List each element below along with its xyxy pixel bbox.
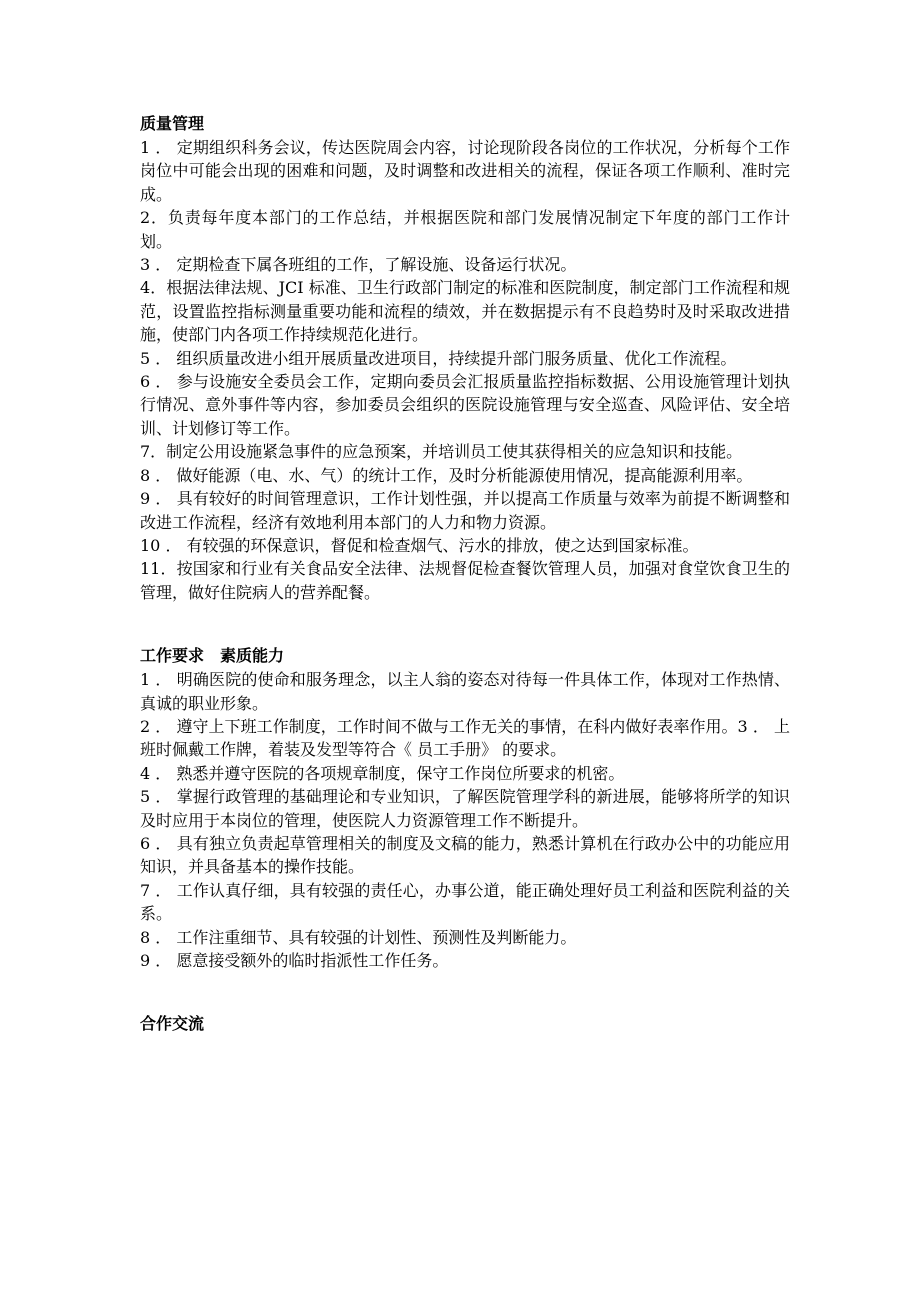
list-item: 9 ． 愿意接受额外的临时指派性工作任务。 — [140, 951, 449, 970]
list-item: 2 ． 遵守上下班工作制度，工作时间不做与工作无关的事情，在科内做好表率作用。3 ． 上班时佩戴工作牌，着装及发型等符合《 员工手册》 的要求。 — [140, 716, 790, 760]
list-item: 7 ． 工作认真仔细，具有较强的责任心，办事公道，能正确处理好员工利益和医院利益的关系。 — [140, 880, 790, 924]
section-spacer — [140, 972, 790, 1012]
list-item: 8 ． 工作注重细节、具有较强的计划性、预测性及判断能力。 — [140, 927, 577, 947]
list-item: 9 ． 具有较好的时间管理意识，工作计划性强，并以提高工作质量与效率为前提不断调整和改进工作流程，经济有效地利用本部门的人力和物力资源。 — [140, 489, 790, 532]
list-item: 11．按国家和行业有关食品安全法律、法规督促检查餐饮管理人员，加强对食堂饮食卫生的管理，做好住院病人的营养配餐。 — [140, 559, 790, 602]
list-item: 4．根据法律法规、JCI 标准、卫生行政部门制定的标准和医院制度，制定部门工作流程和规范，设置监控指标测量重要功能和流程的绩效，并在数据提示有不良趋势时及时采取改进措施，使部门内各项工作持续规范化进行。 — [140, 278, 790, 345]
section-cooperation — [140, 1012, 790, 1036]
list-item: 3 ． 定期检查下属各班组的工作，了解设施、设备运行状况。 — [140, 255, 577, 275]
document-page — [140, 112, 790, 1036]
list-item: 1 ． 明确医院的使命和服务理念，以主人翁的姿态对待每一件具体工作，体现对工作热情、真诚的职业形象。 — [140, 670, 790, 713]
list-item: 4 ． 熟悉并遵守医院的各项规章制度，保守工作岗位所要求的机密。 — [140, 763, 625, 783]
section-spacer — [140, 604, 790, 644]
list-item: 6 ． 具有独立负责起草管理相关的制度及文稿的能力，熟悉计算机在行政办公中的功能应用知识，并具备基本的操作技能。 — [140, 833, 790, 877]
section-quality-management — [140, 112, 790, 604]
list-item: 5 ． 掌握行政管理的基础理论和专业知识，了解医院管理学科的新进展，能够将所学的知识及时应用于本岗位的管理，使医院人力资源管理工作不断提升。 — [140, 787, 790, 830]
list-item: 7．制定公用设施紧急事件的应急预案，并培训员工使其获得相关的应急知识和技能。 — [140, 442, 743, 462]
section-title: 合作交流 — [140, 1014, 205, 1034]
list-item: 1 ． 定期组织科务会议，传达医院周会内容，讨论现阶段各岗位的工作状况，分析每个工作岗位中可能会出现的困难和问题，及时调整和改进相关的流程，保证各项工作顺利、准时完成。 — [140, 138, 790, 204]
list-item: 10 ． 有较强的环保意识，督促和检查烟气、污水的排放，使之达到国家标准。 — [140, 535, 699, 555]
section-title: 工作要求 素质能力 — [140, 646, 285, 666]
section-work-requirements — [140, 644, 790, 972]
section-title: 质量管理 — [140, 114, 205, 133]
list-item: 5 ． 组织质量改进小组开展质量改进项目，持续提升部门服务质量、优化工作流程。 — [140, 348, 737, 368]
list-item: 2．负责每年度本部门的工作总结，并根据医院和部门发展情况制定下年度的部门工作计划。 — [140, 208, 790, 251]
list-item: 8 ． 做好能源（电、水、气）的统计工作，及时分析能源使用情况，提高能源利用率。 — [140, 465, 753, 485]
list-item: 6 ． 参与设施安全委员会工作，定期向委员会汇报质量监控指标数据、公用设施管理计划执行情况、意外事件等内容，参加委员会组织的医院设施管理与安全巡查、风险评估、安全培训、计划修订等工作。 — [140, 372, 790, 438]
